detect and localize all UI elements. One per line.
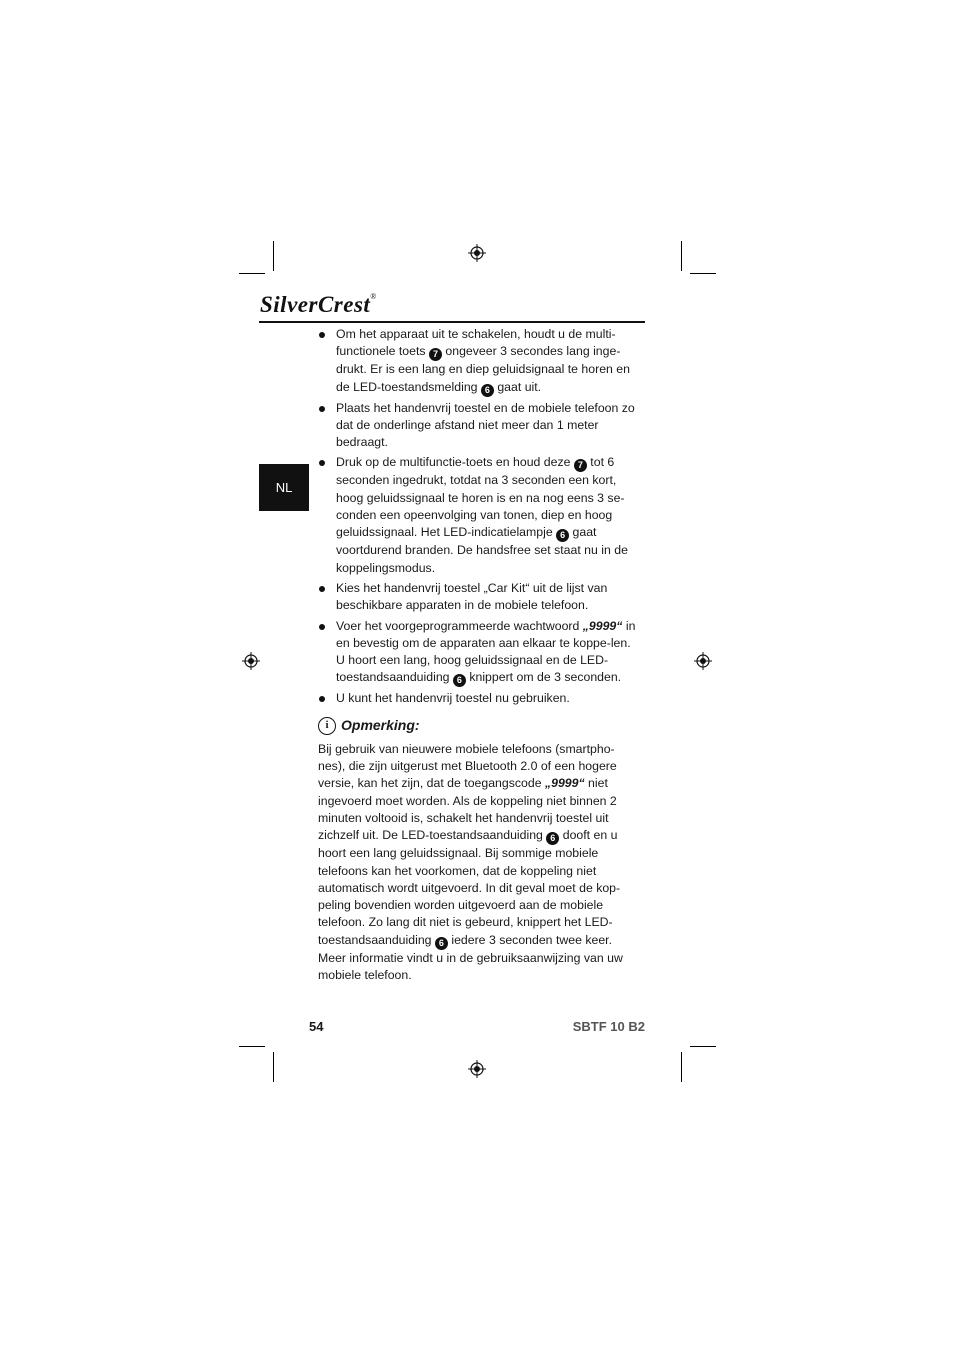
text-run: Om het apparaat uit te schakelen, houdt u de multi-functionele toets — [336, 327, 616, 359]
crop-mark — [273, 241, 274, 271]
list-item — [318, 580, 636, 615]
list-item — [318, 400, 636, 452]
text-run: gaat voortdurend branden. De handsfree set staat nu in de koppelingsmodus. — [336, 525, 628, 575]
component-number-badge: 6 — [435, 937, 448, 950]
note-body — [318, 741, 636, 985]
text-run: Bij gebruik van nieuwere mobiele telefoons (smartpho-nes), die zijn uitgerust met Bluetooth 2.0 of een hogere versie, kan het zijn, dat de toegangscode — [318, 741, 617, 791]
registration-mark-icon — [242, 652, 260, 670]
language-tab-label: NL — [275, 480, 293, 495]
logo-registered-mark: ® — [370, 292, 377, 301]
text-run: dooft en u hoort een lang geluidssignaal. Bij sommige mobiele telefoons kan het voorkomen, dat de koppeling niet automatisch wordt uitgevoerd. In dit geval moet de kop-peling bovendien worden uitgevoerd aan de mobiele telefoon. Zo lang dit niet is gebeurd, knippert het LED-toestandsaanduiding — [318, 828, 621, 947]
list-item — [318, 618, 636, 688]
list-item — [318, 454, 636, 576]
list-item — [318, 690, 636, 707]
crop-mark — [681, 1052, 682, 1082]
text-run: gaat uit. — [493, 379, 542, 394]
text-run: niet ingevoerd moet worden. Als de koppeling niet binnen 2 minuten voltooid is, schakelt het handenvrij toestel uit zichzelf uit. De LED-toestandsaanduiding — [318, 776, 617, 843]
text-run: Kies het handenvrij toestel „Car Kit“ uit de lijst van beschikbare apparaten in de mobiele telefoon. — [336, 580, 608, 613]
info-icon: i — [318, 717, 336, 735]
text-run: Voer het voorgeprogrammeerde wachtwoord — [336, 618, 583, 633]
passcode-text: „9999“ — [544, 776, 585, 791]
page-number: 54 — [309, 1019, 324, 1034]
registration-mark-icon — [694, 652, 712, 670]
component-number-badge: 6 — [453, 674, 466, 687]
crop-mark — [273, 1052, 274, 1082]
text-run: in en bevestig om de apparaten aan elkaar te koppe-len. U hoort een lang, hoog geluidssignaal en de LED-toestandsaanduiding — [336, 618, 636, 685]
crop-mark — [690, 273, 716, 274]
component-number-badge: 6 — [546, 832, 559, 845]
text-run: tot 6 seconden ingedrukt, totdat na 3 seconden een kort, hoog geluidssignaal te horen is en na nog eens 3 se-conden een opeenvolging van tonen, diep en hoog geluidssignaal. Het LED-indicatielampje — [336, 455, 625, 540]
text-run: knippert om de 3 seconden. — [465, 670, 622, 685]
brand-logo — [260, 292, 377, 318]
passcode-text: „9999“ — [582, 618, 623, 633]
registration-mark-icon — [468, 244, 486, 262]
main-content — [318, 326, 636, 984]
component-number-badge: 7 — [429, 348, 442, 361]
component-number-badge: 6 — [481, 384, 494, 397]
text-run: ongeveer 3 secondes lang inge-drukt. Er is een lang en diep geluidsignaal te horen en de LED-toestandsmelding — [336, 344, 630, 394]
crop-mark — [690, 1046, 716, 1047]
note-title: Opmerking: — [341, 717, 420, 734]
model-number: SBTF 10 B2 — [572, 1019, 645, 1034]
header-rule — [259, 321, 645, 323]
logo-text: SilverCrest — [260, 292, 371, 317]
text-run: U kunt het handenvrij toestel nu gebruiken. — [336, 691, 570, 706]
text-run: Plaats het handenvrij toestel en de mobiele telefoon zo dat de onderlinge afstand niet meer dan 1 meter bedraagt. — [336, 400, 635, 450]
component-number-badge: 6 — [556, 529, 569, 542]
instruction-list — [318, 326, 636, 708]
component-number-badge: 7 — [574, 459, 587, 472]
text-run: iedere 3 seconden twee keer. Meer informatie vindt u in de gebruiksaanwijzing van uw mobiele telefoon. — [318, 932, 623, 983]
registration-mark-icon — [468, 1060, 486, 1078]
list-item — [318, 326, 636, 397]
crop-mark — [239, 273, 265, 274]
text-run: Druk op de multifunctie-toets en houd deze — [336, 455, 574, 470]
note-heading — [318, 717, 636, 735]
crop-mark — [681, 241, 682, 271]
language-tab — [259, 464, 309, 511]
crop-mark — [239, 1046, 265, 1047]
